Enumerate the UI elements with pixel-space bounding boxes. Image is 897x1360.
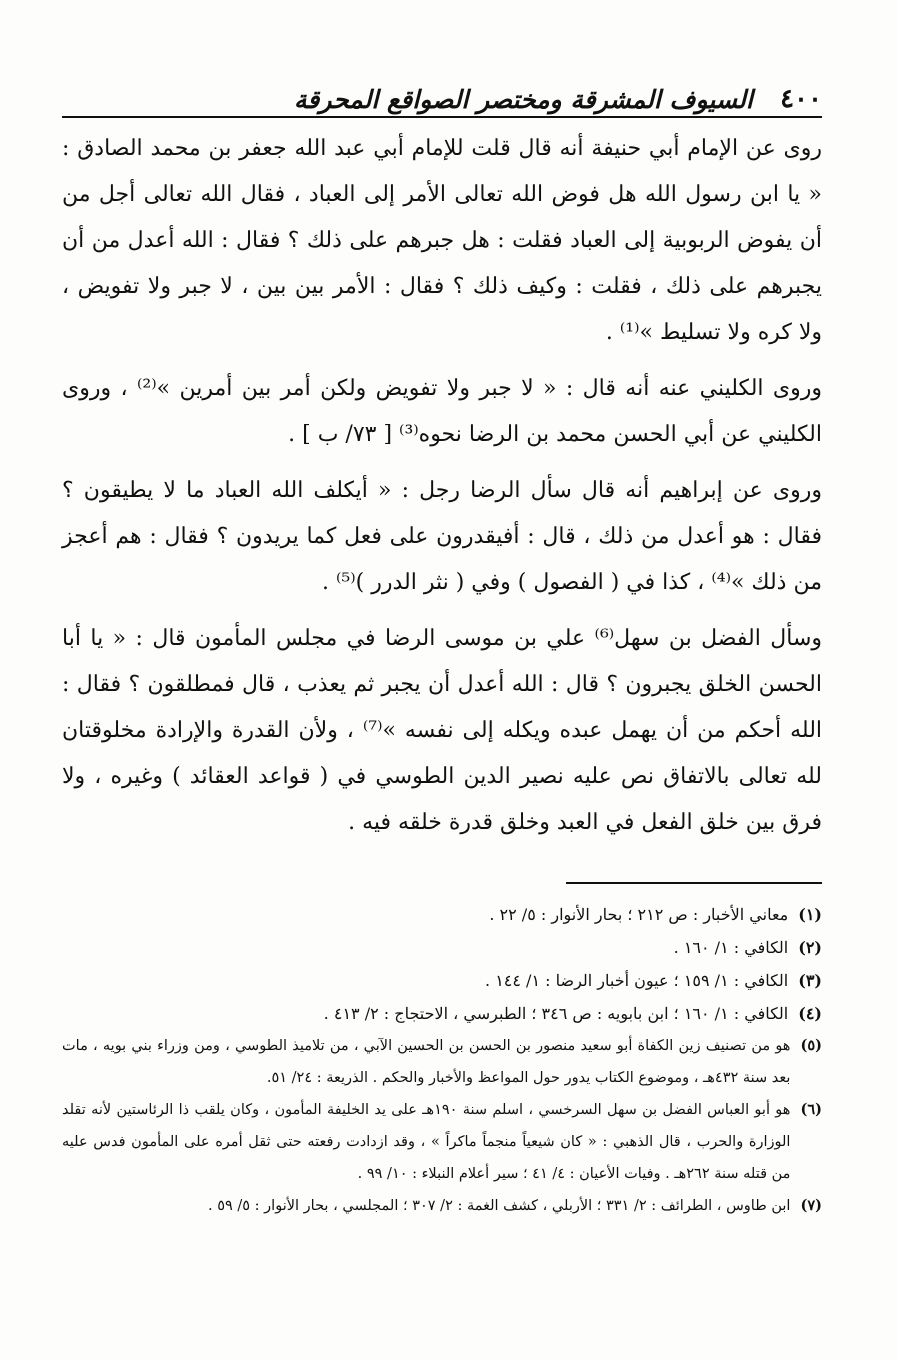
footnote-number: (٥): [800, 1037, 822, 1054]
page: [62, 60, 822, 1222]
page-header: [62, 60, 822, 118]
paragraph: وروى الكليني عنه أنه قال : « لا جبر ولا تفويض ولكن أمر بين أمرين »⁽²⁾ ، وروى الكليني عن أبي الحسن محمد بن الرضا نحوه⁽³⁾ [ ٧٣/ ب ] .: [62, 376, 822, 447]
footnote-number: (٣): [798, 971, 822, 990]
footnote-number: (٧): [800, 1197, 822, 1214]
footnote: [62, 964, 822, 997]
footnote: [62, 1190, 822, 1222]
footnotes: [62, 898, 822, 1222]
footnote-text: معاني الأخبار : ص ٢١٢ ؛ بحار الأنوار : ٥/ ٢٢ .: [489, 905, 789, 924]
footnote-separator: [566, 882, 822, 884]
footnote-number: (١): [798, 905, 822, 924]
footnote: [62, 1094, 822, 1190]
footnote-text: هو من تصنيف زين الكفاة أبو سعيد منصور بن الحسن بن الحسين الآبي ، من تلاميذ الطوسي ، ومن وزراء بني بويه ، مات بعد سنة ٤٣٢هـ ، وموضوع الكتاب يدور حول المواعظ والأخبار والحكم . الذريعة : ٢٤/ ٥١.: [62, 1038, 791, 1086]
footnote: [62, 898, 822, 931]
footnote-text: الكافي : ١/ ١٥٩ ؛ عيون أخبار الرضا : ١/ ١٤٤ .: [485, 971, 789, 990]
footnote-text: هو أبو العباس الفضل بن سهل السرخسي ، اسلم سنة ١٩٠هـ على يد الخليفة المأمون ، وكان يلقب ذا الرئاستين لأنه تقلد الوزارة والحرب ، قال الذهبي : « كان شيعياً منجماً ماكراً » ، وقد ازدادت رفعته حتى ثقل أمره على المأمون فدس عليه من قتله سنة ٢٦٢هـ . وفيات الأعيان : ٤/ ٤١ ؛ سير أعلام النبلاء : ١٠/ ٩٩ .: [62, 1102, 791, 1182]
footnote: [62, 997, 822, 1030]
footnote-text: الكافي : ١/ ١٦٠ ؛ ابن بابويه : ص ٣٤٦ ؛ الطبرسي ، الاحتجاج : ٢/ ٤١٣ .: [323, 1004, 789, 1023]
footnote-text: ابن طاوس ، الطرائف : ٢/ ٣٣١ ؛ الأربلي ، كشف الغمة : ٢/ ٣٠٧ ؛ المجلسي ، بحار الأنوار : ٥/ ٥٩ .: [207, 1198, 791, 1214]
footnote-number: (٦): [800, 1101, 822, 1118]
footnote: [62, 1030, 822, 1094]
paragraph: وسأل الفضل بن سهل⁽⁶⁾ علي بن موسى الرضا في مجلس المأمون قال : « يا أبا الحسن الخلق يجبرون ؟ قال : الله أعدل أن يجبر ثم يعذب ، قال فمطلقون ؟ فقال : الله أحكم من أن يهمل عبده ويكله إلى نفسه »⁽⁷⁾ ، ولأن القدرة والإرادة مخلوقتان لله تعالى بالاتفاق نص عليه نصير الدين الطوسي في ( قواعد العقائد ) وغيره ، ولا فرق بين خلق الفعل في العبد وخلق قدرة خلقه فيه .: [62, 626, 823, 835]
footnote-number: (٤): [798, 1004, 822, 1023]
page-number: ٤٠٠: [780, 84, 822, 114]
running-title: السيوف المشرقة ومختصر الصواقع المحرقة: [294, 85, 753, 114]
footnote-text: الكافي : ١/ ١٦٠ .: [673, 938, 789, 957]
paragraph: روى عن الإمام أبي حنيفة أنه قال قلت للإمام أبي عبد الله جعفر بن محمد الصادق : « يا ابن رسول الله هل فوض الله تعالى الأمر إلى العباد ، فقال الله تعالى أجل من أن يفوض الربوبية إلى العباد فقلت : هل جبرهم على ذلك ؟ فقال : الله أعدل من أن يجبرهم على ذلك ، فقلت : وكيف ذلك ؟ فقال : الأمر بين بين ، لا جبر ولا تفويض ، ولا كره ولا تسليط »⁽¹⁾ .: [62, 136, 822, 345]
footnote-number: (٢): [798, 938, 822, 957]
footnote: [62, 931, 822, 964]
paragraph: وروى عن إبراهيم أنه قال سأل الرضا رجل : « أيكلف الله العباد ما لا يطيقون ؟ فقال : هو أعدل من ذلك ، قال : أفيقدرون على فعل كما يريدون ؟ فقال : هم أعجز من ذلك »⁽⁴⁾ ، كذا في ( الفصول ) وفي ( نثر الدرر )⁽⁵⁾ .: [62, 478, 822, 595]
main-text: [62, 126, 822, 846]
